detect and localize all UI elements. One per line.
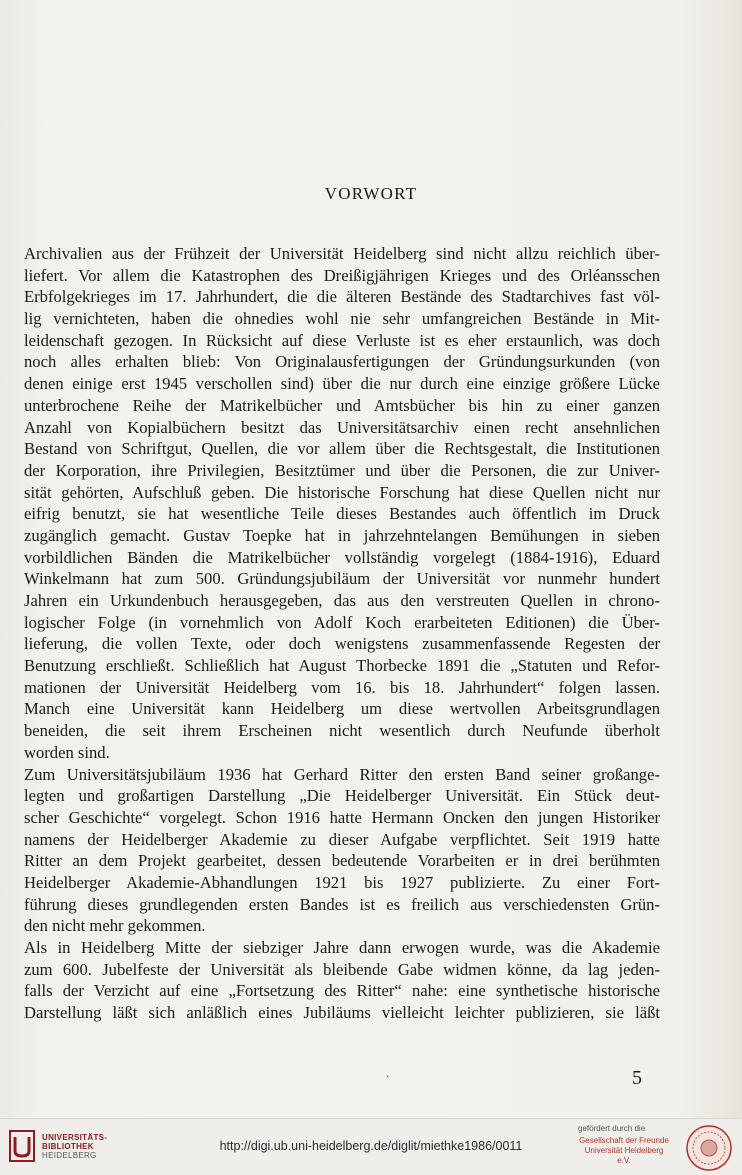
text-line: Zum Universitätsjubiläum 1936 hat Gerhard Ritter den ersten Band seiner großange-: [24, 764, 660, 784]
society-name-line-2: Universität Heidelberg e.V.: [584, 1146, 664, 1165]
funded-by-label: gefördert durch die: [578, 1124, 646, 1133]
text-line: namens der Heidelberger Akademie zu dieser Aufgabe verpflichtet. Seit 1919 hatte: [24, 829, 660, 849]
text-line: Darstellung läßt sich anläßlich eines Jubiläums vielleicht leichter publizieren, sie läßt: [24, 1003, 660, 1023]
text-line: Ritter an dem Projekt gearbeitet, dessen bedeutende Vorarbeiten er in drei berühmten: [24, 851, 660, 871]
page-number: 5: [632, 1067, 642, 1089]
text-line: Bestand von Schriftgut, Quellen, die vor allem über die Rechtsgestalt, die Institutionen: [24, 439, 660, 459]
document-url-link[interactable]: http://digi.ub.uni-heidelberg.de/diglit/miethke1986/0011: [219, 1139, 523, 1153]
text-line: unterbrochene Reihe der Matrikelbücher und Amtsbücher bis hin zu einer ganzen: [24, 395, 660, 415]
society-name-line-1: Gesellschaft der Freunde: [579, 1136, 669, 1145]
text-line: leidenschaft gezogen. In Rücksicht auf diese Verluste ist es eher erstaunlich, was doch: [24, 330, 660, 350]
text-line: logischer Folge (in vornehmlich von Adolf Koch erarbeiteten Editionen) die Über-: [24, 612, 660, 632]
text-line: lieferung, die vollen Texte, oder doch wenigstens zusammenfassende Regesten der: [24, 634, 660, 654]
text-line: Anzahl von Kopialbüchern besitzt das Universitätsarchiv einen recht ansehnlichen: [24, 417, 660, 437]
text-line: führung dieses grundlegenden ersten Bandes ist es freilich aus verschiedensten Grün-: [24, 894, 660, 914]
text-line: sität gehörten, Aufschluß geben. Die historische Forschung hat diese Quellen nicht nur: [24, 482, 660, 502]
text-line: scher Geschichte“ vorgelegt. Schon 1916 hatte Hermann Oncken den jungen Historiker: [24, 807, 660, 827]
text-line: mationen der Universität Heidelberg vom 16. bis 18. Jahrhundert“ folgen lassen.: [24, 677, 660, 697]
text-line: legten und großartigen Darstellung „Die Heidelberger Universität. Ein Stück deut-: [24, 786, 660, 806]
text-line: liefert. Vor allem die Katastrophen des Dreißigjährigen Krieges und des Orléansschen: [24, 265, 660, 285]
text-line: Erbfolgekrieges im 17. Jahrhundert, die die älteren Bestände des Stadtarchives fast völ-: [24, 287, 660, 307]
viewer-footer: [0, 1118, 742, 1175]
text-line: Winkelmann hat zum 500. Gründungsjubiläum der Universität vor nunmehr hundert: [24, 569, 660, 589]
text-line: vorbildlichen Bänden die Matrikelbücher vollständig vorgelegt (1884-1916), Eduard: [24, 547, 660, 567]
text-line: Archivalien aus der Frühzeit der Universität Heidelberg sind nicht allzu reichlich über-: [24, 244, 660, 263]
text-line: Heidelberger Akademie-Abhandlungen 1921 bis 1927 publizierte. Zu einer Fort-: [24, 872, 660, 892]
text-line: lig vernichteten, haben die ohnedies wohl nie sehr umfangreichen Bestände in Mit-: [24, 309, 660, 329]
university-seal-icon: [684, 1123, 734, 1173]
text-line: Jahren ein Urkundenbuch herausgegeben, das aus den verstreuten Quellen in chrono-: [24, 591, 660, 610]
text-line: zum 600. Jubelfeste der Universität als bleibende Gabe widmen könne, da lag jeden-: [24, 959, 660, 979]
text-line: Als in Heidelberg Mitte der siebziger Jahre dann erwogen wurde, was die Akademie: [24, 938, 660, 957]
society-name[interactable]: [578, 1136, 670, 1166]
library-name-line-1: UNIVERSITÄTS-: [42, 1133, 108, 1142]
text-line: Benutzung erschließt. Schließlich hat August Thorbecke 1891 die „Statuten und Refor-: [24, 656, 660, 676]
text-line: eifrig benutzt, sie hat wesentliche Teile dieses Bestandes auch öffentlich im Druck: [24, 504, 660, 524]
text-line: denen einige erst 1945 verschollen sind) über die nur durch eine einzige größere Lücke: [24, 374, 660, 394]
text-line: worden sind.: [24, 742, 110, 762]
page-heading: VORWORT: [324, 184, 418, 203]
stray-mark: ·: [386, 1072, 390, 1083]
text-line: Manch eine Universität kann Heidelberg um diese wertvollen Arbeitsgrundlagen: [24, 699, 660, 719]
body-text: [24, 243, 660, 1024]
library-city: HEIDELBERG: [42, 1151, 97, 1160]
text-line: zugänglich gemacht. Gustav Toepke hat in jahrzehntelangen Bemühungen in sieben: [24, 525, 660, 545]
text-line: noch alles erhalten blieb: Von Originalausfertigungen der Gründungsurkunden (von: [24, 352, 660, 372]
library-name-line-2: BIBLIOTHEK: [42, 1142, 94, 1151]
text-line: der Korporation, ihre Privilegien, Besitztümer und über die Personen, die zur Univer-: [24, 460, 660, 480]
text-line: beneiden, die seit ihrem Erscheinen nicht wesentlich durch Neufunde überholt: [24, 721, 660, 741]
text-line: den nicht mehr gekommen.: [24, 916, 206, 936]
text-line: falls der Verzicht auf eine „Fortsetzung des Ritter“ nahe: eine synthetische historische: [24, 981, 660, 1001]
